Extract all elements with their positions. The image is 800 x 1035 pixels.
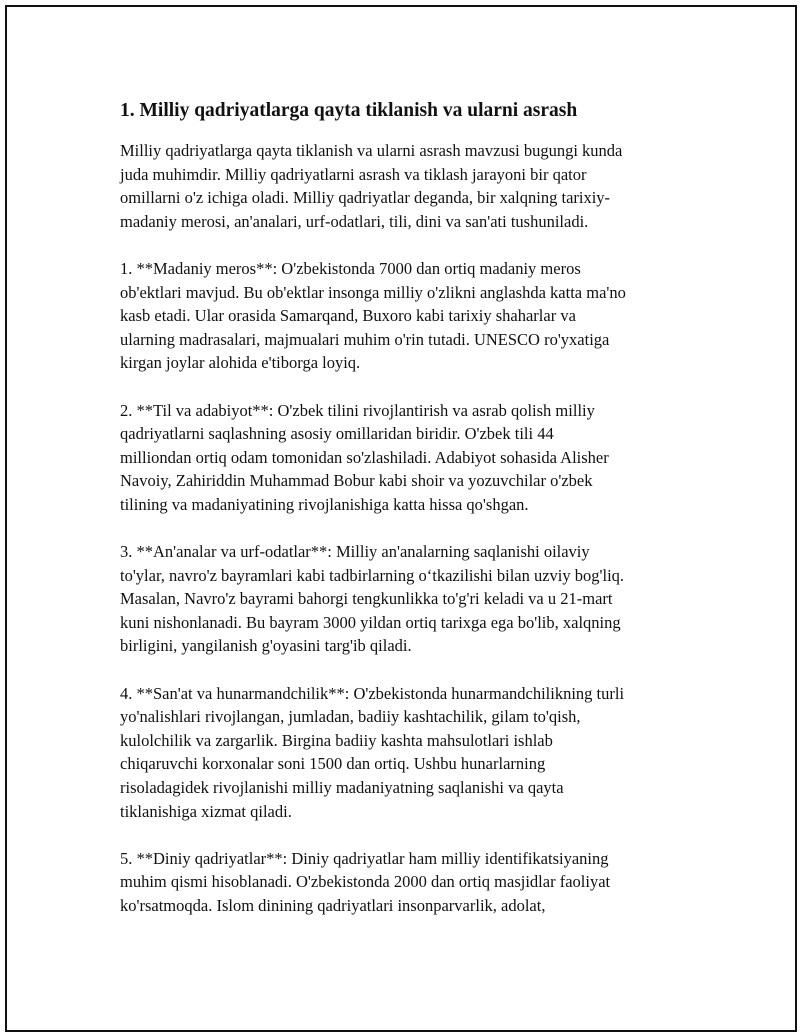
paragraph-line: tilining va madaniyatining rivojlanishiga katta hissa qo'shgan. (120, 494, 529, 514)
section-paragraph-4 (120, 682, 700, 824)
paragraph-line: madaniy merosi, an'analari, urf-odatlari, tili, dini va san'ati tushuniladi. (120, 211, 589, 231)
paragraph-line: risoladagidek rivojlanishi milliy madaniyatning saqlanishi va qayta (120, 778, 564, 798)
paragraph-line: Milliy qadriyatlarga qayta tiklanish va ularni asrash mavzusi bugungi kunda (120, 141, 623, 160)
intro-paragraph (120, 139, 700, 233)
paragraph-line: birligini, yangilanish g'oyasini targ'ib qiladi. (120, 636, 412, 656)
section-paragraph-2 (120, 399, 700, 517)
paragraph-line: yo'nalishlari rivojlangan, jumladan, badiiy kashtachilik, gilam to'qish, (120, 707, 581, 727)
paragraph-line: 2. **Til va adabiyot**: O'zbek tilini rivojlantirish va asrab qolish milliy (120, 400, 595, 420)
section-paragraph-3 (120, 540, 700, 658)
paragraph-line: juda muhimdir. Milliy qadriyatlarni asrash va tiklash jarayoni bir qator (120, 164, 587, 184)
document-body (120, 97, 700, 941)
paragraph-line: tiklanishiga xizmat qiladi. (120, 801, 292, 821)
paragraph-line: kulolchilik va zargarlik. Birgina badiiy kashta mahsulotlari ishlab (120, 730, 553, 750)
paragraph-line: 4. **San'at va hunarmandchilik**: O'zbekistonda hunarmandchilikning turli (120, 683, 625, 703)
paragraph-line: kirgan joylar alohida e'tiborga loyiq. (120, 353, 361, 373)
paragraph-line: ularning madrasalari, majmualari muhim o'rin tutadi. UNESCO ro'yxatiga (120, 329, 610, 349)
paragraph-line: qadriyatlarni saqlashning asosiy omillaridan biridir. O'zbek tili 44 (120, 424, 554, 444)
paragraph-line: kasb etadi. Ular orasida Samarqand, Buxoro kabi tarixiy shaharlar va (120, 306, 576, 326)
document-title: 1. Milliy qadriyatlarga qayta tiklanish va ularni asrash (120, 100, 578, 121)
document-page (5, 5, 797, 1032)
paragraph-line: chiqaruvchi korxonalar soni 1500 dan ortiq. Ushbu hunarlarning (120, 754, 546, 774)
paragraph-line: ob'ektlari mavjud. Bu ob'ektlar insonga milliy o'zlikni anglashda katta ma'no (120, 282, 626, 302)
section-paragraph-1 (120, 257, 700, 375)
section-paragraph-5 (120, 847, 700, 918)
paragraph-line: 1. **Madaniy meros**: O'zbekistonda 7000 dan ortiq madaniy meros (120, 258, 581, 278)
paragraph-line: Masalan, Navro'z bayrami bahorgi tengkunlikka to'g'ri keladi va u 21-mart (120, 589, 613, 609)
paragraph-line: omillarni o'z ichiga oladi. Milliy qadriyatlar deganda, bir xalqning tarixiy- (120, 188, 611, 208)
paragraph-line: Navoiy, Zahiriddin Muhammad Bobur kabi shoir va yozuvchilar o'zbek (120, 471, 593, 491)
paragraph-line: to'ylar, navro'z bayramlari kabi tadbirlarning o‘tkazilishi bilan uzviy bog'liq. (120, 565, 625, 585)
paragraph-line: 5. **Diniy qadriyatlar**: Diniy qadriyatlar ham milliy identifikatsiyaning (120, 848, 609, 868)
paragraph-line: 3. **An'analar va urf-odatlar**: Milliy an'analarning saqlanishi oilaviy (120, 542, 590, 562)
paragraph-line: kuni nishonlanadi. Bu bayram 3000 yildan ortiq tarixga ega bo'lib, xalqning (120, 612, 621, 632)
paragraph-list (120, 139, 700, 918)
paragraph-line: milliondan ortiq odam tomonidan so'zlashiladi. Adabiyot sohasida Alisher (120, 447, 609, 467)
paragraph-line: muhim qismi hisoblanadi. O'zbekistonda 2000 dan ortiq masjidlar faoliyat (120, 872, 611, 892)
paragraph-line: ko'rsatmoqda. Islom dinining qadriyatlari insonparvarlik, adolat, (120, 896, 546, 915)
